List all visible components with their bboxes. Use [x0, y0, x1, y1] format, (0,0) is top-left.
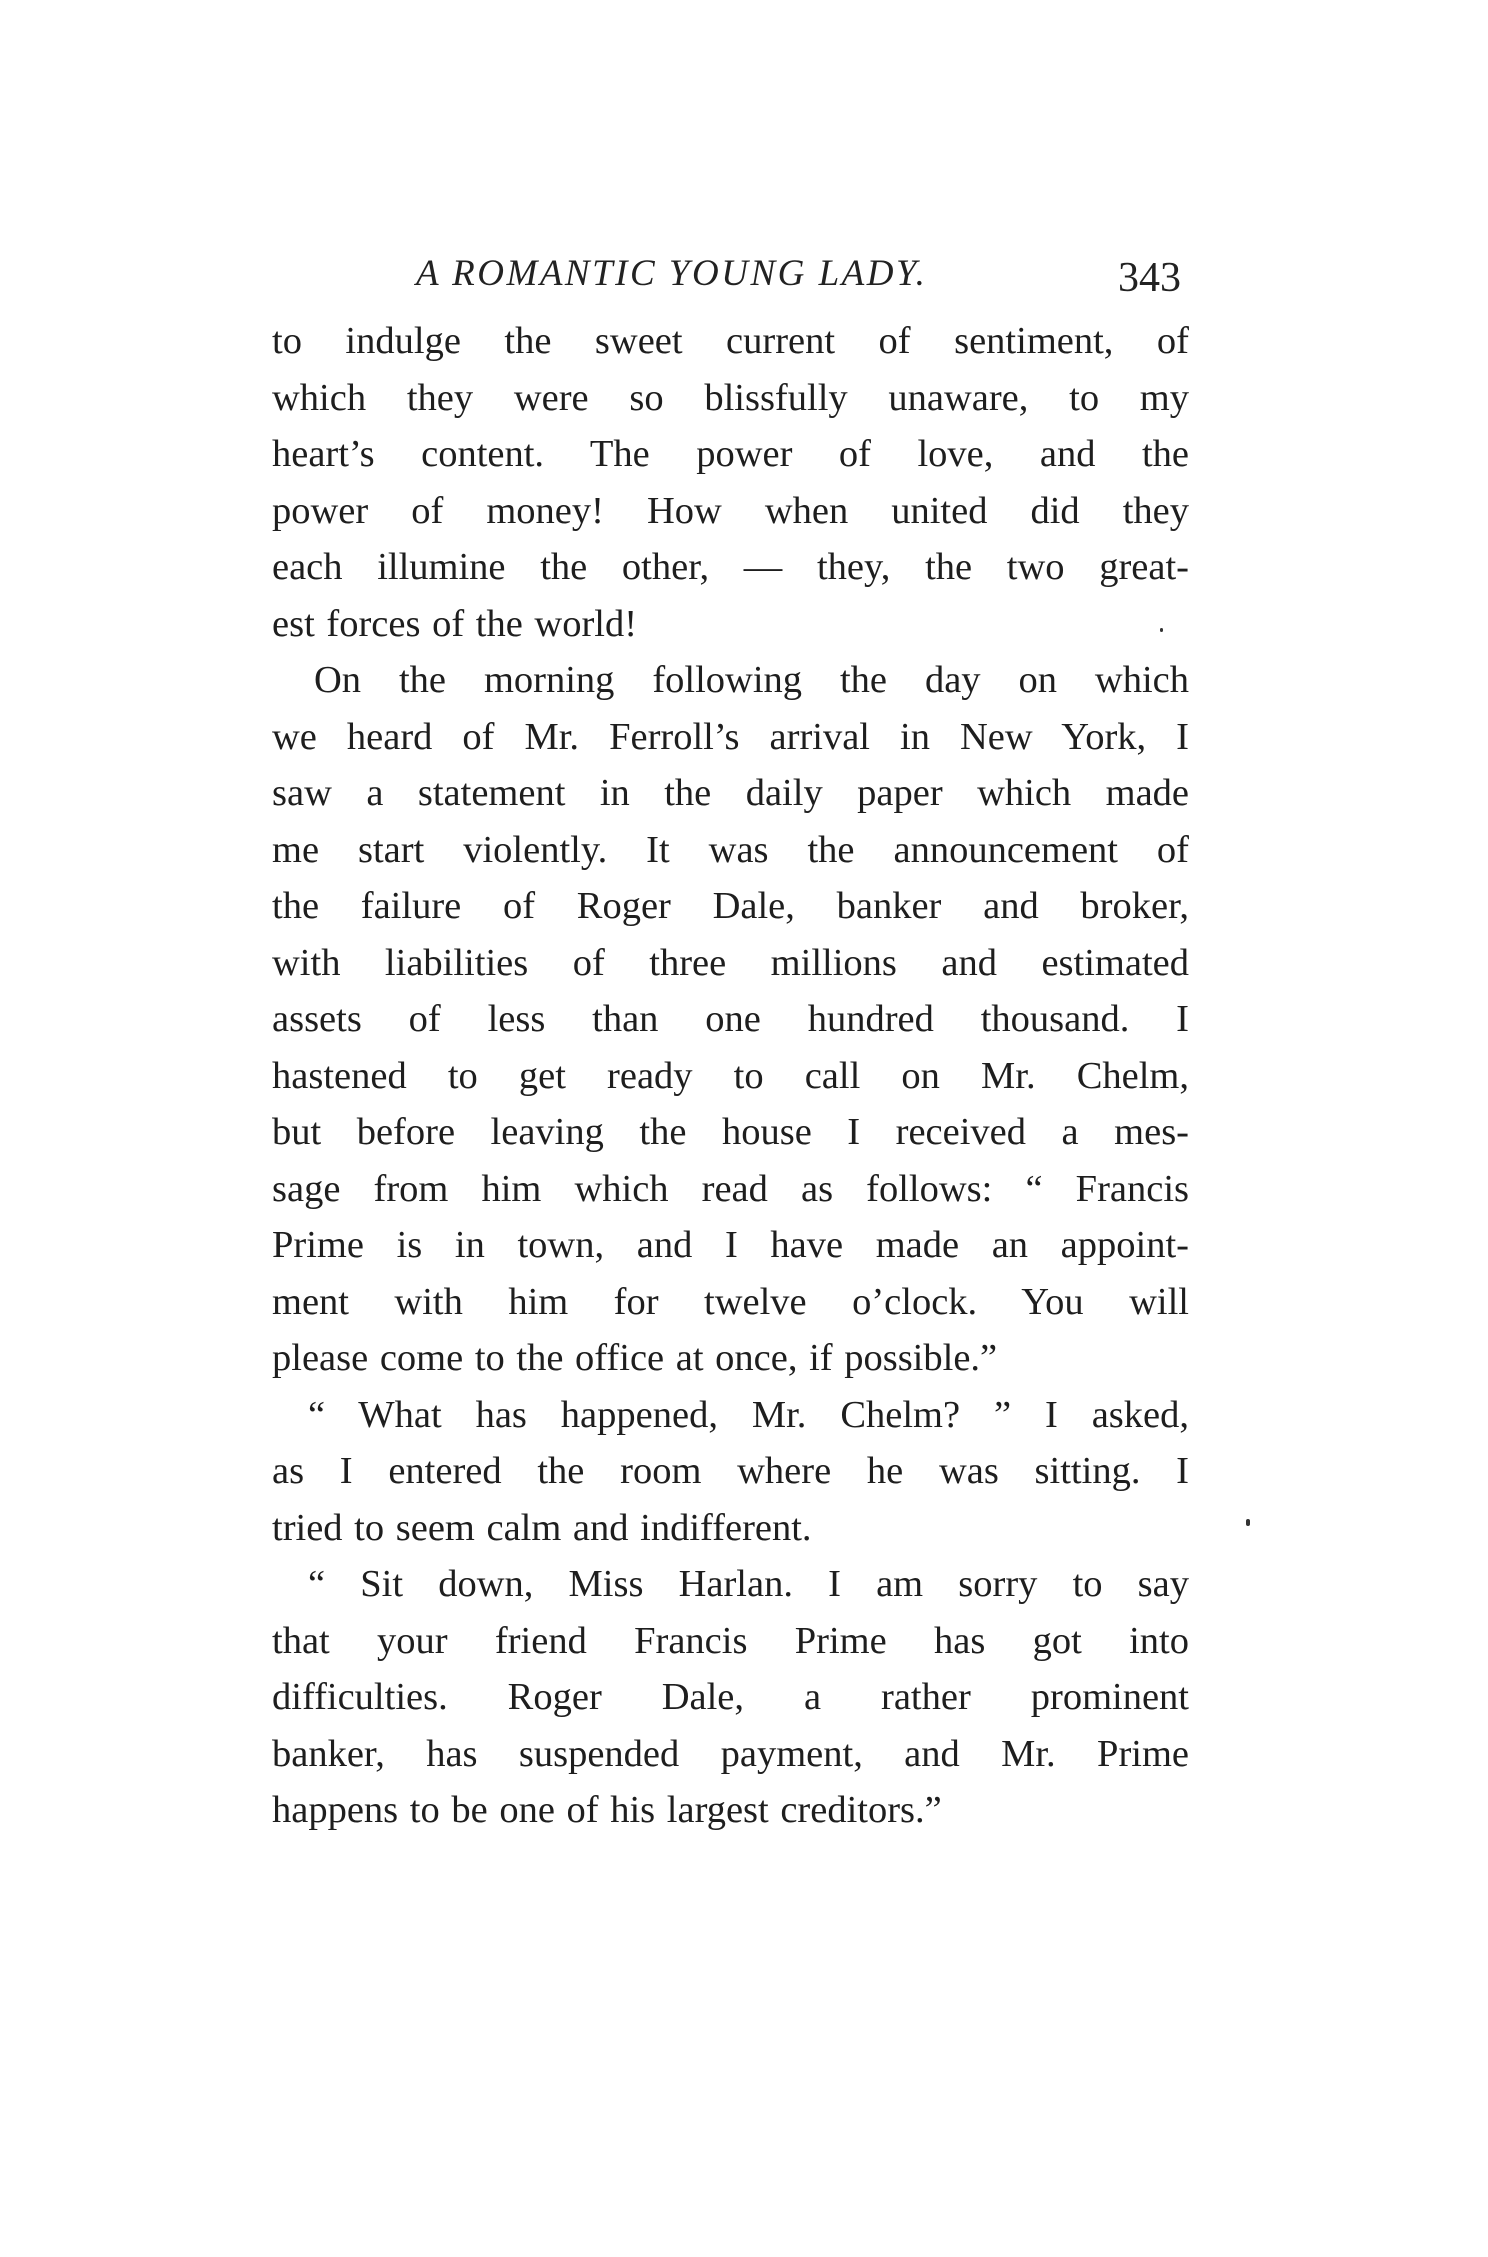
text-line: we heard of Mr. Ferroll’s arrival in New York, I	[272, 715, 1189, 758]
text-line: “ Sit down, Miss Harlan. I am sorry to say	[308, 1563, 1189, 1605]
text-line: to indulge the sweet current of sentiment, of	[272, 320, 1189, 362]
text-line: sage from him which read as follows: “ Francis	[272, 1167, 1189, 1210]
text-line: with liabilities of three millions and estimated	[272, 941, 1189, 984]
text-line: “ What has happened, Mr. Chelm? ” I asked,	[308, 1393, 1189, 1436]
text-line: but before leaving the house I received a mes-	[272, 1111, 1189, 1153]
running-title: A ROMANTIC YOUNG LADY.	[416, 253, 928, 294]
text-line: banker, has suspended payment, and Mr. Prime	[272, 1732, 1189, 1775]
text-line: me start violently. It was the announcement of	[272, 828, 1189, 871]
text-line: difficulties. Roger Dale, a rather prominent	[272, 1676, 1189, 1718]
text-line: ment with him for twelve o’clock. You will	[272, 1280, 1189, 1323]
text-line: heart’s content. The power of love, and the	[272, 433, 1189, 475]
text-line: Prime is in town, and I have made an appoint-	[272, 1224, 1189, 1266]
text-line: that your friend Francis Prime has got into	[272, 1619, 1189, 1662]
running-head	[272, 252, 1189, 312]
text-line: please come to the office at once, if possible.”	[272, 1337, 998, 1379]
text-line: as I entered the room where he was sitting. I	[272, 1450, 1189, 1492]
text-line: power of money! How when united did they	[272, 489, 1189, 532]
body-text	[272, 313, 1189, 1839]
ink-speck	[1246, 1519, 1250, 1526]
page-number: 343	[1118, 255, 1181, 301]
text-line: assets of less than one hundred thousand. I	[272, 998, 1189, 1040]
text-line: saw a statement in the daily paper which made	[272, 772, 1189, 814]
text-line: each illumine the other, — they, the two great-	[272, 546, 1189, 588]
text-line: On the morning following the day on which	[314, 659, 1189, 701]
text-line: est forces of the world!	[272, 602, 638, 645]
ink-speck	[1160, 628, 1163, 632]
text-line: happens to be one of his largest creditors.”	[272, 1789, 942, 1831]
text-line: the failure of Roger Dale, banker and broker,	[272, 885, 1189, 927]
text-line: tried to seem calm and indifferent.	[272, 1506, 812, 1549]
text-line: which they were so blissfully unaware, to my	[272, 376, 1189, 419]
text-line: hastened to get ready to call on Mr. Chelm,	[272, 1054, 1189, 1097]
